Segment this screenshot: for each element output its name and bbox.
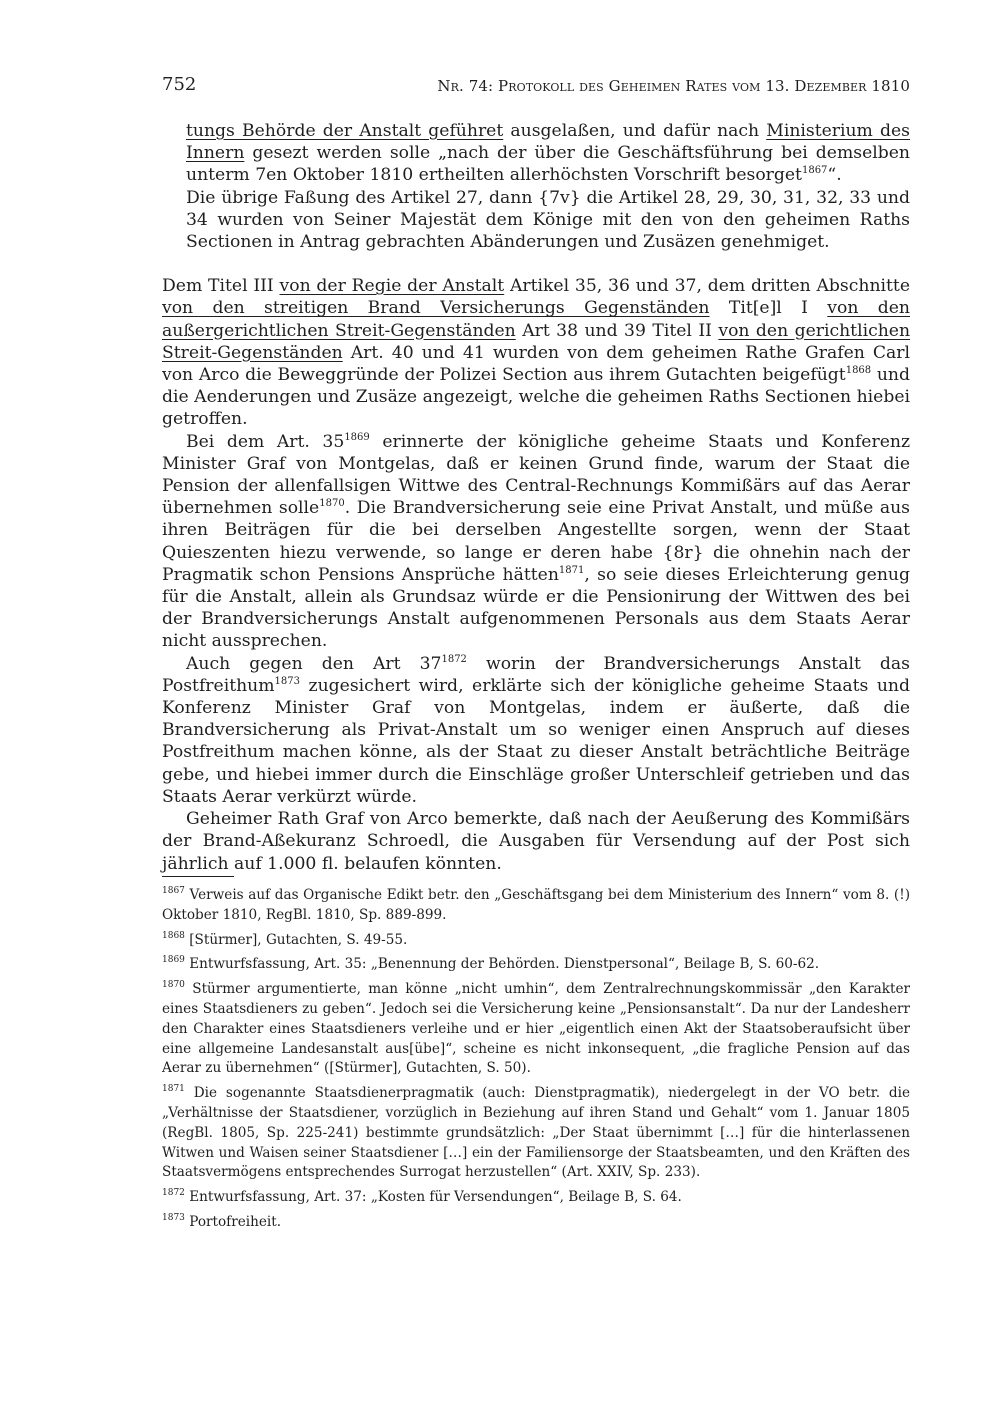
- footnote-ref: 1868: [845, 365, 872, 377]
- paragraph-gap: [162, 253, 910, 275]
- text-run: Artikel 35, 36 und 37, dem dritten Abschnitte: [504, 276, 910, 297]
- underlined-text: von den streitigen Brand Versicherungs Gegenständen: [162, 298, 710, 319]
- footnote-ref: 1870: [319, 498, 345, 510]
- underlined-text: von den außergerichtlichen Streit-Gegenständen: [162, 298, 910, 341]
- footnote-number: 1869: [162, 955, 185, 966]
- footnote-separator: [162, 876, 234, 877]
- footnote-1869: [162, 955, 910, 975]
- footnote-ref: 1871: [558, 564, 585, 576]
- footnote-number: 1873: [162, 1212, 185, 1223]
- footnote-ref: 1869: [344, 431, 370, 443]
- text-run: zugesichert wird, erklärte sich der königliche geheime Staats und Konferenz Minister Graf von Montgelas, indem er äußerte, daß die Brandversicherung als Privat-Anstalt um so weniger einen Anspruch auf dieses Postfreithum machen könne, als der Staat zu dieser Anstalt beträchtliche Beiträge gebe, und hiebei immer durch die Einschläge großer Unterschleif getrieben und das Staats Aerar verkürzt würde.: [162, 675, 910, 807]
- underlined-text: von der Regie der Anstalt: [279, 276, 505, 297]
- footnote-1870: [162, 980, 910, 1079]
- footnote-text: [Stürmer], Gutachten, S. 49-55.: [189, 931, 408, 948]
- text-run: . Die Brandversicherung seie eine Privat Anstalt, und müße aus ihren Beiträgen für die bei derselben Angestellte sorgen, wenn der Staat Quieszenten hiezu verwende, so lange er deren habe {8r} die ohnehin nach der Pragmatik schon Pensions Ansprüche hätten: [162, 498, 910, 585]
- text-run: ausgelaßen, und dafür nach: [503, 121, 767, 141]
- paragraph-6: Geheimer Rath Graf von Arco bemerkte, daß nach der Aeußerung des Kommißärs der Brand-Aßekuranz Schroedl, die Ausgaben für Versendung auf der Post sich jährlich auf 1.000 fl. belaufen könnten.: [162, 809, 910, 874]
- footnote-ref: 1873: [274, 675, 300, 687]
- text-run: und die Aenderungen und Zusäze angezeigt, welche die geheimen Raths Sectionen hiebei getroffen.: [162, 365, 910, 430]
- paragraph-1: [186, 120, 910, 187]
- text-run: , so seie dieses Erleichterung genug für die Anstalt, allein als Grundsaz würde er die Pensionirung der Wittwen des bei der Brandversicherungs Anstalt aufgenommenen Personals aus dem Staats Aerar nicht aussprechen.: [162, 564, 910, 652]
- footnote-number: 1870: [162, 980, 185, 991]
- footnote-text: Entwurfsfassung, Art. 35: „Benennung der Behörden. Dienstpersonal“, Beilage B, S. 60-62.: [189, 956, 820, 973]
- underlined-text: tungs Behörde der Anstalt geführet: [186, 121, 504, 141]
- footnote-text: Verweis auf das Organische Edikt betr. den „Geschäftsgang bei dem Ministerium des Innern“ vom 8. (!) Oktober 1810, RegBl. 1810, Sp. 889-899.: [162, 887, 910, 923]
- running-title: Nr. 74: Protokoll des Geheimen Rates vom 13. Dezember 1810: [437, 77, 910, 95]
- footnote-text: Die sogenannte Staatsdienerpragmatik (auch: Dienstpragmatik), niedergelegt in der VO betr. die „Verhältnisse der Staatsdiener, vorzüglich in Beziehung auf ihren Stand und Gehalt“ vom 1. Januar 1805 (RegBl. 1805, Sp. 225-241) bestimmte grundsätzlich: „Der Staat übernimmt […] für die hinterlassenen Witwen und Waisen seiner Staatsdiener […] ein der Familiensorge der Staatsbeamten, und den Kräften des Staatsvermögens entsprechendes Surrogat herzustellen“ (Art. XXIV, Sp. 233).: [162, 1085, 911, 1181]
- footnote-number: 1867: [162, 886, 185, 896]
- text-run: Art. 40 und 41 wurden von dem geheimen Rathe Grafen Carl von Arco die Beweggründe der Polizei Section aus ihrem Gutachten beigefügt: [162, 342, 910, 386]
- paragraph-3: [162, 275, 910, 430]
- underlined-text: von den gerichtlichen Streit-Gegenständen: [162, 320, 911, 363]
- paragraph-4: [162, 431, 910, 653]
- text-run: Bei dem Art. 35: [186, 431, 345, 452]
- footnote-text: Entwurfsfassung, Art. 37: „Kosten für Versendungen“, Beilage B, S. 64.: [189, 1189, 682, 1206]
- footnotes: [162, 886, 910, 1238]
- footnote-1872: [162, 1188, 910, 1208]
- indented-block: [162, 120, 910, 253]
- footnote-number: 1872: [162, 1188, 185, 1199]
- footnote-number: 1868: [162, 930, 185, 941]
- text-run: “.: [827, 165, 842, 186]
- text-run: Tit[e]l I: [709, 298, 828, 319]
- footnote-ref: 1872: [441, 653, 467, 665]
- footnote-1867: [162, 886, 910, 926]
- footnote-1871: [162, 1084, 910, 1183]
- footnote-ref: 1867: [801, 165, 828, 177]
- footnote-1873: [162, 1213, 910, 1233]
- footnote-1868: [162, 931, 910, 951]
- page-number: 752: [162, 74, 197, 95]
- paragraph-5: [162, 653, 910, 808]
- main-text: [162, 120, 910, 875]
- text-run: Auch gegen den Art 37: [186, 653, 442, 674]
- text-run: worin der Brandversicherungs Anstalt das Postfreithum: [162, 653, 910, 696]
- text-run: gesezt werden solle „nach der über die Geschäftsführung bei demselben unterm 7en Oktober 1810 ertheilten allerhöchsten Vorschrift besorget: [186, 143, 910, 186]
- text-run: Dem Titel III: [162, 276, 280, 297]
- footnote-number: 1871: [162, 1084, 185, 1095]
- page-header: [162, 72, 910, 98]
- footnote-text: Portofreiheit.: [189, 1213, 282, 1230]
- footnote-text: Stürmer argumentierte, man könne „nicht umhin“, dem Zentralrechnungskommissär „den Karakter eines Staatsdieners zu geben“. Jedoch sei die Versicherung keine „Pensionsanstalt“. Da nur der Landesherr den Charakter eines Staatsdieners verleihe und er hier „eigentlich einen Akt der Staatsoberaufsicht über eine allgemeine Landesanstalt aus[übe]“, scheine es nicht inkonsequent, „die fragliche Pension auf das Aerar zu übernehmen“ ([Stürmer], Gutachten, S. 50).: [162, 981, 910, 1077]
- text-run: Art 38 und 39 Titel II: [515, 320, 719, 341]
- paragraph-2: Die übrige Faßung des Artikel 27, dann {7v} die Artikel 28, 29, 30, 31, 32, 33 und 34 wurden von Seiner Majestät dem Könige mit den von den geheimen Raths Sectionen in Antrag gebrachten Abänderungen und Zusäzen genehmiget.: [186, 187, 910, 253]
- underlined-text: Ministerium des Innern: [186, 121, 910, 164]
- text-run: erinnerte der königliche geheime Staats und Konferenz Minister Graf von Montgelas, daß er keinen Grund finde, warum der Staat die Pension der allenfallsigen Wittwe des Central-Rechnungs Kommißärs auf das Aerar übernehmen solle: [162, 431, 910, 519]
